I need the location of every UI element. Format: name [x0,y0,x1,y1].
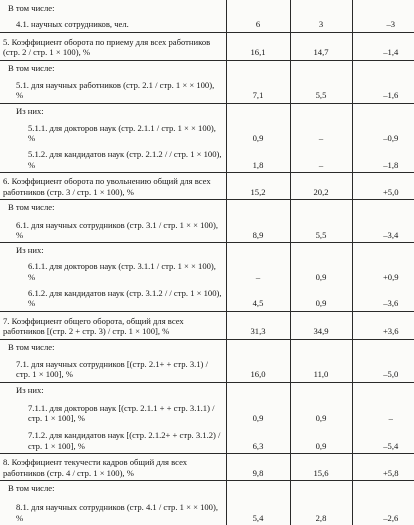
table-row [0,496,414,525]
row-label-text: 7.1.1. для докторов наук [(стр. 2.1.1 + + стр. 3.1.1) / стр. 1 × 100], % [28,402,215,424]
value-cell-c [352,60,414,75]
value-cell-c [352,339,414,354]
value-cell-b [290,200,352,215]
row-label [0,454,226,481]
row-label [0,258,226,284]
value-cell-b: – [290,145,352,172]
table-row [0,103,414,118]
row-label [0,382,226,397]
row-label [0,15,226,32]
row-label [0,75,226,103]
row-label-text: 4.1. научных сотрудников, чел. [16,19,129,30]
row-label-text: 7. Коэффициент общего оборота, общий для всех работников [(стр. 2 + стр. 3) / стр. 1 × 100], % [3,315,184,337]
row-label-text: 6. Коэффициент оборота по увольнению общий для всех работников (стр. 3 / стр. 1 × 100), % [3,176,211,197]
table-row [0,425,414,453]
value-cell-a: 9,8 [226,454,290,481]
value-cell-b: 2,8 [290,496,352,525]
table-row [0,0,414,15]
row-label-text: 6.1.1. для докторов наук (стр. 3.1.1 / стр. 1 × × 100), % [28,261,216,282]
value-cell-b: 5,5 [290,215,352,243]
row-label-text: 6.1. для научных сотрудников (стр. 3.1 / стр. 1 × × 100), % [16,219,218,240]
value-cell-c [352,243,414,258]
table-row [0,32,414,60]
row-label-text: 5. Коэффициент оборота по приему для всех работников (стр. 2 / стр. 1 × 100), % [3,36,211,58]
value-cell-a: 6,3 [226,425,290,453]
value-cell-c [352,200,414,215]
value-cell-c: –3,4 [352,215,414,243]
value-cell-c: +5,0 [352,173,414,200]
table-row [0,118,414,145]
value-cell-c: +0,9 [352,258,414,284]
value-cell-b [290,103,352,118]
row-label [0,145,226,172]
row-label [0,284,226,311]
value-cell-a [226,200,290,215]
value-cell-b: 34,9 [290,311,352,339]
row-label-text: 6.1.2. для кандидатов наук (стр. 3.1.2 / / стр. 1 × 100), % [28,287,222,309]
row-label [0,339,226,354]
value-cell-b: 0,9 [290,284,352,311]
value-cell-b [290,339,352,354]
row-label-text: 8.1. для научных сотрудников (стр. 4.1 / стр. 1 × × 100), % [16,502,218,523]
value-cell-b: 0,9 [290,258,352,284]
table-row [0,284,414,311]
row-label [0,215,226,243]
value-cell-a [226,0,290,15]
table-row [0,354,414,382]
value-cell-a: 6 [226,15,290,32]
table-row [0,339,414,354]
row-label [0,32,226,60]
row-label [0,60,226,75]
value-cell-c: –1,4 [352,32,414,60]
value-cell-c: –5,4 [352,425,414,453]
table-row [0,173,414,200]
row-label [0,425,226,453]
table-row [0,243,414,258]
value-cell-c [352,0,414,15]
value-cell-b [290,60,352,75]
value-cell-b [290,481,352,496]
row-label-text: 7.1. для научных сотрудников [(стр. 2.1+ + стр. 3.1) / стр. 1 × 100], % [16,358,208,380]
value-cell-a [226,382,290,397]
row-label [0,243,226,258]
table-row [0,200,414,215]
value-cell-c: –1,6 [352,75,414,103]
value-cell-a [226,481,290,496]
row-label-text: В том числе: [8,62,55,73]
value-cell-a [226,339,290,354]
row-label [0,103,226,118]
value-cell-a [226,103,290,118]
value-cell-a [226,60,290,75]
value-cell-c: –1,8 [352,145,414,172]
table-row [0,258,414,284]
value-cell-c: –3,6 [352,284,414,311]
value-cell-b: 11,0 [290,354,352,382]
value-cell-c [352,481,414,496]
value-cell-b [290,243,352,258]
value-cell-a: 8,9 [226,215,290,243]
row-label-text: Из них: [16,245,44,256]
value-cell-b: – [290,118,352,145]
row-label-text: 7.1.2. для кандидатов наук [(стр. 2.1.2+ + стр. 3.1.2) / стр. 1 × 100], % [28,430,221,451]
value-cell-a: – [226,258,290,284]
row-label-text: 5.1.1. для докторов наук (стр. 2.1.1 / стр. 1 × × 100), % [28,122,216,144]
row-label-text: Из них: [16,105,44,116]
value-cell-c: –3 [352,15,414,32]
row-label-text: 5.1.2. для кандидатов наук (стр. 2.1.2 / / стр. 1 × 100), % [28,149,222,170]
value-cell-b: 20,2 [290,173,352,200]
row-label-text: В том числе: [8,341,55,352]
value-cell-c: –2,6 [352,496,414,525]
row-label [0,0,226,15]
value-cell-c: +5,8 [352,454,414,481]
table-row [0,60,414,75]
row-label-text: В том числе: [8,202,55,213]
row-label [0,118,226,145]
value-cell-a: 1,8 [226,145,290,172]
row-label [0,354,226,382]
row-label [0,311,226,339]
value-cell-c: – [352,397,414,425]
row-label [0,200,226,215]
table-row [0,481,414,496]
value-cell-c: +3,6 [352,311,414,339]
value-cell-c: –0,9 [352,118,414,145]
value-cell-a: 15,2 [226,173,290,200]
value-cell-b: 5,5 [290,75,352,103]
row-label-text: В том числе: [8,483,55,494]
value-cell-c [352,382,414,397]
value-cell-b: 0,9 [290,397,352,425]
table-row [0,75,414,103]
value-cell-b: 15,6 [290,454,352,481]
table-row [0,15,414,32]
value-cell-a: 16,1 [226,32,290,60]
row-label-text: 8. Коэффициент текучести кадров общий для всех работников (стр. 4 / стр. 1 × 100), % [3,457,188,478]
table-row [0,311,414,339]
table-row [0,215,414,243]
table-row [0,454,414,481]
table-row [0,397,414,425]
table-row [0,382,414,397]
value-cell-b: 3 [290,15,352,32]
row-label [0,481,226,496]
value-cell-b: 0,9 [290,425,352,453]
row-label [0,173,226,200]
row-label [0,496,226,525]
value-cell-b: 14,7 [290,32,352,60]
value-cell-a: 31,3 [226,311,290,339]
value-cell-a: 0,9 [226,118,290,145]
table-row [0,145,414,172]
value-cell-a: 5,4 [226,496,290,525]
value-cell-b [290,0,352,15]
value-cell-a: 7,1 [226,75,290,103]
row-label-text: Из них: [16,384,44,395]
row-label-text: 5.1. для научных работников (стр. 2.1 / стр. 1 × × 100), % [16,80,215,101]
row-label-text: В том числе: [8,2,55,13]
value-cell-c [352,103,414,118]
row-label [0,397,226,425]
value-cell-b [290,382,352,397]
value-cell-a: 4,5 [226,284,290,311]
value-cell-a [226,243,290,258]
value-cell-a: 0,9 [226,397,290,425]
value-cell-a: 16,0 [226,354,290,382]
value-cell-c: –5,0 [352,354,414,382]
